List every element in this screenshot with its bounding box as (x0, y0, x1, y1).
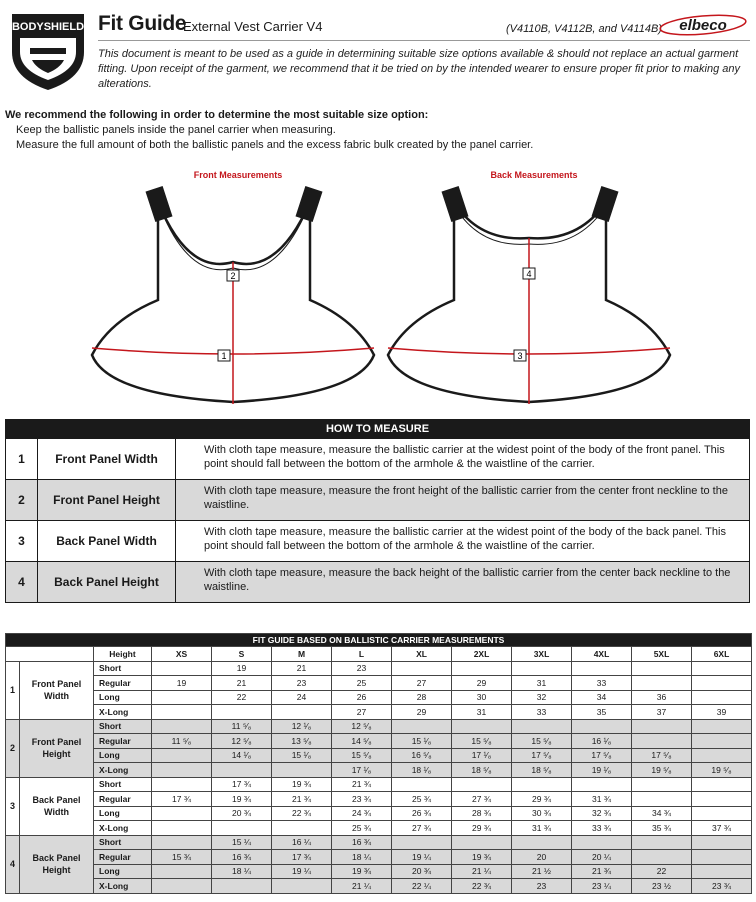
height-cell: Regular (94, 734, 152, 749)
size-value-cell: 22 ¼ (392, 879, 452, 894)
size-value-cell (452, 719, 512, 734)
size-value-cell: 25 ¾ (332, 821, 392, 836)
how-row-number: 1 (6, 439, 38, 479)
size-value-cell: 37 ¾ (692, 821, 752, 836)
size-value-cell (452, 661, 512, 676)
size-value-cell (152, 690, 212, 705)
size-value-cell (692, 661, 752, 676)
size-value-cell: 14 ⁵⁄₈ (332, 734, 392, 749)
size-value-cell: 18 ¼ (212, 864, 272, 879)
size-value-cell: 23 ¾ (332, 792, 392, 807)
front-vest-drawing (88, 180, 388, 410)
size-value-cell (692, 864, 752, 879)
size-value-cell (152, 864, 212, 879)
size-value-cell (692, 792, 752, 807)
height-cell: Short (94, 835, 152, 850)
front-height-marker: 2 (230, 271, 236, 281)
size-value-cell (392, 835, 452, 850)
size-value-cell: 18 ⁵⁄₈ (452, 763, 512, 778)
height-cell: X-Long (94, 705, 152, 720)
disclaimer-text: This document is meant to be used as a guide in determining suitable size options available & should not replace an actual garment fitting. Upon receipt of the garment, we recommend that it be tried on by the intended wearer to ensure proper fit prior to making any alterations. (98, 48, 741, 90)
how-row-description: With cloth tape measure, measure the back height of the ballistic carrier from the center back neckline to the waistline. (204, 567, 731, 593)
how-row-description: With cloth tape measure, measure the ballistic carrier at the widest point of the body of the back panel. This point should fall between the bottom of the armhole & the waistline of the carrier. (204, 526, 726, 552)
how-to-measure-heading: HOW TO MEASURE (6, 420, 749, 438)
group-name: Front Panel Height (20, 719, 94, 777)
size-value-cell: 19 ¾ (212, 792, 272, 807)
size-column-header: M (272, 647, 332, 662)
size-column-header: S (212, 647, 272, 662)
height-cell: Long (94, 806, 152, 821)
size-value-cell: 12 ¹⁄₈ (272, 719, 332, 734)
size-value-cell (572, 661, 632, 676)
size-value-cell (272, 821, 332, 836)
size-value-cell: 24 (272, 690, 332, 705)
size-value-cell: 17 ¾ (272, 850, 332, 865)
size-value-cell: 20 ¼ (572, 850, 632, 865)
size-column-header: 2XL (452, 647, 512, 662)
size-column-header: 4XL (572, 647, 632, 662)
height-column-header: Height (94, 647, 152, 662)
size-value-cell: 11 ⁵⁄₈ (152, 734, 212, 749)
fit-guide-caption: FIT GUIDE BASED ON BALLISTIC CARRIER MEASUREMENTS (6, 634, 752, 647)
size-column-header: 6XL (692, 647, 752, 662)
table-row (6, 850, 752, 865)
size-value-cell: 16 ¾ (212, 850, 272, 865)
size-header-row (6, 647, 752, 662)
back-vest-drawing (384, 180, 684, 410)
table-row (6, 806, 752, 821)
size-value-cell (152, 777, 212, 792)
table-row (6, 719, 752, 734)
size-value-cell (152, 748, 212, 763)
size-value-cell: 21 ¾ (332, 777, 392, 792)
size-column-header: L (332, 647, 392, 662)
how-row-name: Front Panel Width (38, 439, 176, 479)
size-value-cell: 16 ¹⁄₈ (572, 734, 632, 749)
front-left-shoulder-strap (145, 186, 172, 222)
back-measurements-diagram (384, 170, 684, 410)
recommendation-step: Measure the full amount of both the ballistic panels and the excess fabric bulk created by the panel carrier. (16, 139, 534, 151)
table-row (6, 734, 752, 749)
size-value-cell: 17 ¹⁄₈ (332, 763, 392, 778)
how-row-description: With cloth tape measure, measure the front height of the ballistic carrier from the center front neckline to the waistline. (204, 485, 728, 511)
size-value-cell: 31 ¾ (512, 821, 572, 836)
size-value-cell (632, 792, 692, 807)
height-cell: Regular (94, 676, 152, 691)
size-value-cell: 31 ¾ (572, 792, 632, 807)
size-value-cell: 22 ¾ (272, 806, 332, 821)
size-value-cell: 15 ¾ (152, 850, 212, 865)
size-column-header: XS (152, 647, 212, 662)
header-divider (98, 40, 750, 41)
size-value-cell (632, 734, 692, 749)
size-value-cell: 21 (212, 676, 272, 691)
model-numbers: (V4110B, V4112B, and V4114B) (506, 23, 662, 35)
size-value-cell (692, 719, 752, 734)
size-value-cell (632, 676, 692, 691)
back-right-shoulder-strap (591, 186, 618, 222)
size-value-cell (692, 748, 752, 763)
how-row (6, 438, 749, 479)
size-value-cell: 23 ¾ (692, 879, 752, 894)
group-name: Back Panel Height (20, 835, 94, 893)
size-value-cell: 12 ⁵⁄₈ (212, 734, 272, 749)
table-row (6, 835, 752, 850)
height-cell: X-Long (94, 763, 152, 778)
height-cell: Short (94, 719, 152, 734)
size-value-cell: 19 (152, 676, 212, 691)
size-value-cell (632, 719, 692, 734)
size-value-cell: 35 (572, 705, 632, 720)
recommendation-block (5, 108, 750, 153)
group-name: Back Panel Width (20, 777, 94, 835)
size-value-cell: 20 ¾ (392, 864, 452, 879)
size-value-cell (152, 879, 212, 894)
size-value-cell (512, 835, 572, 850)
size-value-cell: 15 ¹⁄₈ (392, 734, 452, 749)
size-value-cell: 17 ¾ (212, 777, 272, 792)
size-value-cell: 25 (332, 676, 392, 691)
size-value-cell: 25 ¾ (392, 792, 452, 807)
size-value-cell: 33 (572, 676, 632, 691)
table-row (6, 777, 752, 792)
table-row (6, 676, 752, 691)
size-value-cell (512, 777, 572, 792)
table-row (6, 661, 752, 676)
size-value-cell (152, 806, 212, 821)
back-width-marker: 3 (517, 351, 523, 361)
size-value-cell: 21 ¼ (332, 879, 392, 894)
page-title: Fit Guide (98, 12, 187, 35)
height-cell: Long (94, 690, 152, 705)
size-value-cell: 15 ⁵⁄₈ (512, 734, 572, 749)
how-row-number: 4 (6, 562, 38, 602)
group-number: 1 (6, 661, 20, 719)
size-value-cell: 31 (452, 705, 512, 720)
how-row-name: Front Panel Height (38, 480, 176, 520)
height-cell: X-Long (94, 821, 152, 836)
recommendation-step: Keep the ballistic panels inside the panel carrier when measuring. (16, 124, 336, 136)
size-value-cell: 23 (512, 879, 572, 894)
bodyshield-logo (8, 8, 88, 92)
size-value-cell: 32 (512, 690, 572, 705)
size-value-cell (272, 879, 332, 894)
group-number: 3 (6, 777, 20, 835)
size-value-cell: 33 (512, 705, 572, 720)
size-value-cell: 12 ⁵⁄₈ (332, 719, 392, 734)
size-value-cell (692, 676, 752, 691)
size-value-cell: 23 ¼ (572, 879, 632, 894)
size-value-cell: 19 ¼ (272, 864, 332, 879)
size-value-cell: 29 (452, 676, 512, 691)
size-value-cell: 30 ¾ (512, 806, 572, 821)
size-value-cell (152, 719, 212, 734)
size-value-cell: 19 ¹⁄₈ (572, 763, 632, 778)
back-left-shoulder-strap (441, 186, 468, 222)
size-value-cell (572, 777, 632, 792)
size-value-cell: 39 (692, 705, 752, 720)
size-value-cell: 17 ⁵⁄₈ (512, 748, 572, 763)
size-value-cell (692, 734, 752, 749)
size-value-cell: 11 ⁵⁄₈ (212, 719, 272, 734)
size-value-cell: 23 (332, 661, 392, 676)
size-value-cell (152, 705, 212, 720)
size-value-cell: 15 ⁵⁄₈ (332, 748, 392, 763)
size-value-cell (512, 719, 572, 734)
height-cell: Long (94, 864, 152, 879)
table-row (6, 763, 752, 778)
size-value-cell (392, 777, 452, 792)
height-cell: Regular (94, 792, 152, 807)
size-value-cell: 20 ¾ (212, 806, 272, 821)
how-row (6, 561, 749, 602)
size-value-cell (152, 821, 212, 836)
group-number: 2 (6, 719, 20, 777)
size-value-cell: 15 ¹⁄₈ (272, 748, 332, 763)
size-value-cell: 29 ¾ (452, 821, 512, 836)
size-value-cell: 15 ¼ (212, 835, 272, 850)
size-value-cell: 17 ⁵⁄₈ (632, 748, 692, 763)
size-value-cell: 29 ¾ (512, 792, 572, 807)
how-row-number: 2 (6, 480, 38, 520)
size-value-cell: 28 (392, 690, 452, 705)
size-value-cell (692, 835, 752, 850)
size-value-cell (212, 821, 272, 836)
height-cell: Regular (94, 850, 152, 865)
size-value-cell: 34 ¾ (632, 806, 692, 821)
size-value-cell: 37 (632, 705, 692, 720)
size-value-cell: 16 ⁵⁄₈ (392, 748, 452, 763)
size-value-cell: 35 ¾ (632, 821, 692, 836)
size-value-cell (392, 719, 452, 734)
size-value-cell: 19 ¾ (272, 777, 332, 792)
size-value-cell: 19 ⁵⁄₈ (692, 763, 752, 778)
size-value-cell: 26 (332, 690, 392, 705)
size-value-cell (272, 705, 332, 720)
size-value-cell: 19 ¼ (392, 850, 452, 865)
size-value-cell (452, 777, 512, 792)
size-value-cell (212, 879, 272, 894)
size-value-cell: 33 ¾ (572, 821, 632, 836)
size-value-cell: 28 ¾ (452, 806, 512, 821)
height-cell: Short (94, 661, 152, 676)
size-value-cell (632, 835, 692, 850)
how-row-name: Back Panel Width (38, 521, 176, 561)
front-right-shoulder-strap (295, 186, 322, 222)
how-row-name: Back Panel Height (38, 562, 176, 602)
size-column-header: 3XL (512, 647, 572, 662)
page-subtitle: External Vest Carrier V4 (183, 19, 323, 34)
size-value-cell: 29 (392, 705, 452, 720)
elbeco-logo (658, 14, 748, 36)
how-row (6, 520, 749, 561)
back-diagram-title: Back Measurements (490, 170, 578, 180)
height-cell: X-Long (94, 879, 152, 894)
size-value-cell: 27 (392, 676, 452, 691)
size-value-cell: 21 ¼ (452, 864, 512, 879)
table-row (6, 705, 752, 720)
size-value-cell (632, 777, 692, 792)
size-value-cell: 21 ¾ (272, 792, 332, 807)
size-value-cell: 15 ⁵⁄₈ (452, 734, 512, 749)
table-row (6, 690, 752, 705)
size-value-cell: 18 ⁵⁄₈ (512, 763, 572, 778)
size-value-cell: 22 (632, 864, 692, 879)
size-value-cell: 23 ½ (632, 879, 692, 894)
how-row-number: 3 (6, 521, 38, 561)
size-value-cell (692, 777, 752, 792)
size-value-cell: 19 (212, 661, 272, 676)
size-value-cell: 21 (272, 661, 332, 676)
size-value-cell: 31 (512, 676, 572, 691)
size-value-cell: 19 ⁵⁄₈ (632, 763, 692, 778)
size-value-cell: 30 (452, 690, 512, 705)
group-number: 4 (6, 835, 20, 893)
size-value-cell (692, 850, 752, 865)
size-value-cell (692, 690, 752, 705)
group-name: Front Panel Width (20, 661, 94, 719)
how-to-measure-table (5, 419, 750, 603)
size-value-cell: 36 (632, 690, 692, 705)
front-measurements-diagram (88, 170, 388, 410)
size-value-cell: 17 ¾ (152, 792, 212, 807)
size-value-cell (152, 661, 212, 676)
size-column-header: 5XL (632, 647, 692, 662)
recommendation-lead: We recommend the following in order to determine the most suitable size option: (5, 109, 429, 121)
table-row (6, 821, 752, 836)
header-blank-cell (6, 647, 94, 662)
size-value-cell: 19 ¾ (332, 864, 392, 879)
size-value-cell: 17 ⁵⁄₈ (572, 748, 632, 763)
size-value-cell: 27 ¾ (452, 792, 512, 807)
height-cell: Short (94, 777, 152, 792)
size-value-cell: 19 ¾ (452, 850, 512, 865)
table-row (6, 879, 752, 894)
size-value-cell (212, 763, 272, 778)
size-value-cell: 18 ¹⁄₈ (392, 763, 452, 778)
title-row (98, 12, 748, 38)
size-value-cell: 20 (512, 850, 572, 865)
table-row (6, 748, 752, 763)
size-value-cell: 16 ¼ (272, 835, 332, 850)
size-value-cell (512, 661, 572, 676)
size-value-cell: 26 ¾ (392, 806, 452, 821)
size-value-cell: 14 ¹⁄₈ (212, 748, 272, 763)
back-height-marker: 4 (526, 269, 532, 279)
size-value-cell: 18 ¼ (332, 850, 392, 865)
size-value-cell (272, 763, 332, 778)
size-value-cell (572, 719, 632, 734)
size-value-cell: 32 ¾ (572, 806, 632, 821)
front-diagram-title: Front Measurements (193, 170, 283, 180)
size-value-cell (212, 705, 272, 720)
table-row (6, 792, 752, 807)
fit-guide-table (5, 633, 752, 894)
fit-guide-body (6, 661, 752, 893)
size-value-cell: 21 ¾ (572, 864, 632, 879)
size-value-cell: 16 ¾ (332, 835, 392, 850)
front-width-marker: 1 (221, 351, 227, 361)
size-value-cell (152, 763, 212, 778)
size-value-cell: 23 (272, 676, 332, 691)
table-row (6, 864, 752, 879)
brand-wordmark: elbeco (679, 17, 727, 34)
size-value-cell (572, 835, 632, 850)
size-column-header: XL (392, 647, 452, 662)
size-value-cell (152, 835, 212, 850)
height-cell: Long (94, 748, 152, 763)
how-row-description: With cloth tape measure, measure the ballistic carrier at the widest point of the body of the front panel. This point should fall between the bottom of the armhole & the waistline of the carrier. (204, 444, 725, 470)
logo-wordmark: BODYSHIELD (11, 21, 85, 33)
size-value-cell (692, 806, 752, 821)
size-value-cell (632, 661, 692, 676)
size-value-cell: 21 ½ (512, 864, 572, 879)
size-value-cell (632, 850, 692, 865)
size-value-cell (452, 835, 512, 850)
size-value-cell: 22 (212, 690, 272, 705)
size-value-cell: 24 ¾ (332, 806, 392, 821)
size-value-cell: 27 ¾ (392, 821, 452, 836)
size-value-cell: 13 ⁵⁄₈ (272, 734, 332, 749)
size-value-cell (392, 661, 452, 676)
size-value-cell: 34 (572, 690, 632, 705)
size-value-cell: 27 (332, 705, 392, 720)
size-value-cell: 22 ¾ (452, 879, 512, 894)
size-value-cell: 17 ¹⁄₈ (452, 748, 512, 763)
how-row (6, 479, 749, 520)
